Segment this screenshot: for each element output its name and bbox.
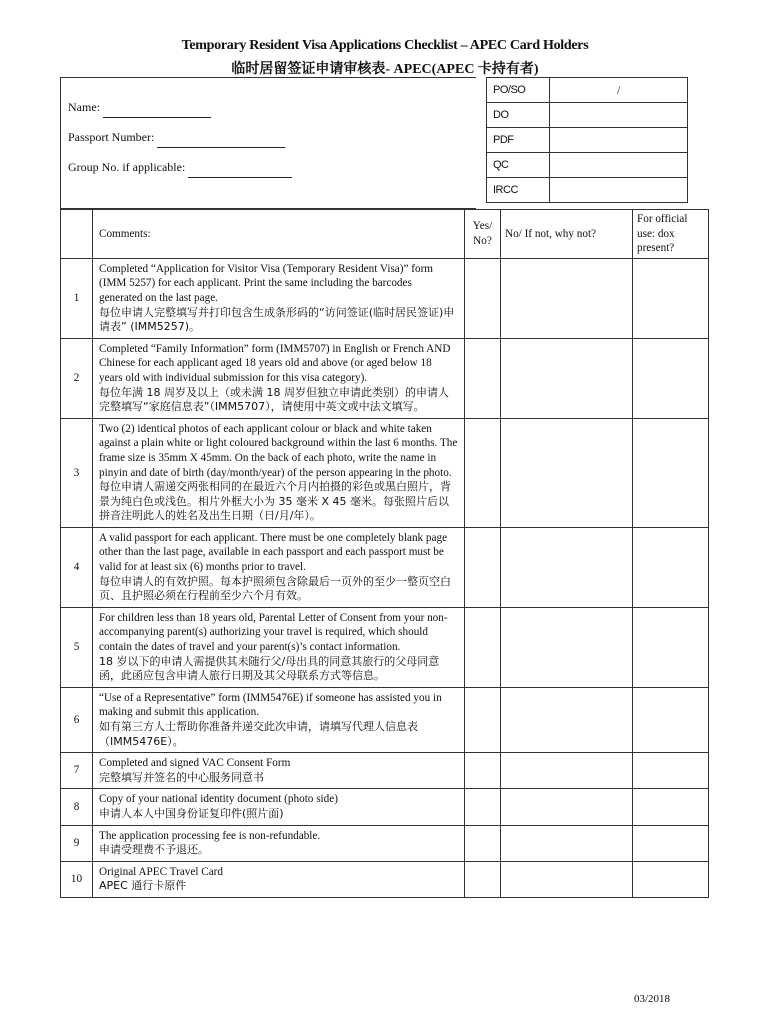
item-description-cn: 每位申请人的有效护照。每本护照须包含除最后一页外的至少一整页空白页、且护照必须在行程前至少六个月有效。 bbox=[99, 574, 451, 603]
passport-label: Passport Number: bbox=[68, 130, 155, 144]
official-use-cell[interactable] bbox=[633, 258, 709, 338]
table-row bbox=[61, 338, 709, 418]
office-row bbox=[487, 153, 688, 178]
name-label: Name: bbox=[68, 100, 100, 114]
item-description bbox=[93, 825, 465, 861]
why-not-cell[interactable] bbox=[501, 527, 633, 607]
table-row bbox=[61, 687, 709, 752]
checklist-table bbox=[60, 209, 709, 898]
why-not-cell[interactable] bbox=[501, 338, 633, 418]
item-description bbox=[93, 861, 465, 897]
item-description-cn: 如有第三方人士帮助你准备并递交此次申请，请填写代理人信息表（IMM5476E）。 bbox=[99, 720, 418, 748]
table-row bbox=[61, 861, 709, 897]
item-description-en: The application processing fee is non-refundable. bbox=[99, 829, 321, 842]
office-value[interactable] bbox=[550, 178, 688, 203]
item-description bbox=[93, 607, 465, 687]
table-row bbox=[61, 527, 709, 607]
item-description-en: Two (2) identical photos of each applicant colour or black and white taken against a plain white or light coloured background within the last 6 months. The frame size is 35mm X 45mm. On the back of each photo, write the name in pinyin and date of birth (day/month/year) of the person appearing in the photo. bbox=[99, 422, 458, 479]
item-description bbox=[93, 753, 465, 789]
table-header-row bbox=[61, 210, 709, 259]
why-not-cell[interactable] bbox=[501, 687, 633, 752]
yes-no-cell[interactable] bbox=[465, 861, 501, 897]
item-number: 5 bbox=[61, 607, 93, 687]
official-use-cell[interactable] bbox=[633, 418, 709, 527]
header-num-cell bbox=[61, 210, 93, 259]
item-description-en: Copy of your national identity document (photo side) bbox=[99, 793, 338, 806]
office-row bbox=[487, 128, 688, 153]
item-description-cn: 申请人本人中国身份证复印件(照片面) bbox=[99, 806, 284, 820]
table-row bbox=[61, 418, 709, 527]
name-line[interactable] bbox=[103, 102, 211, 118]
item-description-cn: 每位申请人需递交两张相同的在最近六个月内拍摄的彩色或黑白照片，背景为纯白色或浅色。相片外框大小为 35 毫米 X 45 毫米。每张照片后以拼音注明此人的姓名及出生日期（日/月/年）。 bbox=[99, 480, 451, 523]
item-description bbox=[93, 418, 465, 527]
why-not-cell[interactable] bbox=[501, 861, 633, 897]
office-row bbox=[487, 78, 688, 103]
document-title-cn: 临时居留签证申请审核表- APEC(APEC 卡持有者) bbox=[231, 62, 539, 77]
why-not-cell[interactable] bbox=[501, 825, 633, 861]
yes-no-cell[interactable] bbox=[465, 789, 501, 825]
item-description-cn: 18 岁以下的申请人需提供其未随行父/母出具的同意其旅行的父母同意函，此函应包含申请人旅行日期及其父母联系方式等信息。 bbox=[99, 654, 440, 683]
item-description bbox=[93, 527, 465, 607]
why-not-cell[interactable] bbox=[501, 789, 633, 825]
header-yes-no: Yes/ No? bbox=[465, 210, 501, 259]
item-number: 1 bbox=[61, 258, 93, 338]
office-label: PO/SO bbox=[487, 78, 550, 103]
official-use-cell[interactable] bbox=[633, 607, 709, 687]
yes-no-cell[interactable] bbox=[465, 753, 501, 789]
header-official: For official use: dox present? bbox=[633, 210, 709, 259]
header-comments: Comments: bbox=[93, 210, 465, 259]
item-number: 9 bbox=[61, 825, 93, 861]
item-description-cn: 申请受理费不予退还。 bbox=[99, 843, 209, 857]
yes-no-cell[interactable] bbox=[465, 687, 501, 752]
office-value[interactable]: / bbox=[550, 78, 688, 103]
official-use-cell[interactable] bbox=[633, 861, 709, 897]
item-number: 7 bbox=[61, 753, 93, 789]
item-number: 10 bbox=[61, 861, 93, 897]
item-number: 4 bbox=[61, 527, 93, 607]
header-if-not: No/ If not, why not? bbox=[501, 210, 633, 259]
item-description bbox=[93, 789, 465, 825]
why-not-cell[interactable] bbox=[501, 258, 633, 338]
name-field[interactable] bbox=[68, 100, 211, 118]
office-value[interactable] bbox=[550, 153, 688, 178]
item-description-cn: 每位申请人完整填写并打印包含生成条形码的“访问签证(临时居民签证)申请表” (IMM5257)。 bbox=[99, 305, 455, 334]
item-number: 6 bbox=[61, 687, 93, 752]
why-not-cell[interactable] bbox=[501, 607, 633, 687]
office-label: QC bbox=[487, 153, 550, 178]
office-row bbox=[487, 103, 688, 128]
group-label: Group No. if applicable: bbox=[68, 160, 186, 174]
office-value[interactable] bbox=[550, 103, 688, 128]
why-not-cell[interactable] bbox=[501, 418, 633, 527]
official-use-cell[interactable] bbox=[633, 789, 709, 825]
item-description-en: Original APEC Travel Card bbox=[99, 865, 223, 878]
office-value[interactable] bbox=[550, 128, 688, 153]
group-line[interactable] bbox=[188, 162, 292, 178]
table-row bbox=[61, 825, 709, 861]
applicant-info-box bbox=[60, 77, 476, 209]
item-description-en: Completed “Application for Visitor Visa (Temporary Resident Visa)” form (IMM 5257) for each applicant. Print the same including the barcodes generated on the last page. bbox=[99, 262, 433, 304]
table-row bbox=[61, 258, 709, 338]
item-description-cn: 完整填写并签名的中心服务同意书 bbox=[99, 770, 264, 784]
office-label: IRCC bbox=[487, 178, 550, 203]
item-number: 2 bbox=[61, 338, 93, 418]
table-row bbox=[61, 789, 709, 825]
yes-no-cell[interactable] bbox=[465, 418, 501, 527]
item-description-cn: 每位年满 18 周岁及以上（或未满 18 周岁但独立申请此类别）的申请人完整填写“家庭信息表”（IMM5707），请使用中英文或中法文填写。 bbox=[99, 385, 449, 414]
group-field[interactable] bbox=[68, 160, 292, 178]
official-use-cell[interactable] bbox=[633, 687, 709, 752]
office-label: DO bbox=[487, 103, 550, 128]
item-description bbox=[93, 258, 465, 338]
yes-no-cell[interactable] bbox=[465, 258, 501, 338]
item-description-en: “Use of a Representative” form (IMM5476E) if someone has assisted you in making and submit this application. bbox=[99, 691, 442, 719]
document-title-en: Temporary Resident Visa Applications Checklist – APEC Card Holders bbox=[181, 38, 589, 53]
yes-no-cell[interactable] bbox=[465, 607, 501, 687]
item-description-en: Completed and signed VAC Consent Form bbox=[99, 757, 291, 770]
passport-line[interactable] bbox=[157, 132, 285, 148]
item-description-cn: APEC 通行卡原件 bbox=[99, 879, 187, 893]
official-use-cell[interactable] bbox=[633, 338, 709, 418]
table-row bbox=[61, 753, 709, 789]
yes-no-cell[interactable] bbox=[465, 338, 501, 418]
item-description bbox=[93, 687, 465, 752]
official-use-cell[interactable] bbox=[633, 753, 709, 789]
item-description-en: For children less than 18 years old, Parental Letter of Consent from your non-accompanying parent(s) authorizing your travel is required, which should contain the dates of travel and your parent(s)’s contact information. bbox=[99, 611, 448, 654]
official-use-cell[interactable] bbox=[633, 825, 709, 861]
passport-field[interactable] bbox=[68, 130, 285, 148]
revision-date: 03/2018 bbox=[633, 993, 670, 1005]
office-use-table bbox=[486, 77, 688, 203]
item-description bbox=[93, 338, 465, 418]
yes-no-cell[interactable] bbox=[465, 825, 501, 861]
item-description-en: Completed “Family Information” form (IMM5707) in English or French AND Chinese for each applicant aged 18 years old and above (or aged below 18 years old with individual submission for this visa category). bbox=[99, 342, 451, 384]
table-row bbox=[61, 607, 709, 687]
office-row bbox=[487, 178, 688, 203]
item-description-en: A valid passport for each applicant. There must be one completely blank page other than the last page, available in each passport and each passport must be valid for at least six (6) months prior to travel. bbox=[99, 531, 448, 574]
item-number: 3 bbox=[61, 418, 93, 527]
item-number: 8 bbox=[61, 789, 93, 825]
office-label: PDF bbox=[487, 128, 550, 153]
official-use-cell[interactable] bbox=[633, 527, 709, 607]
yes-no-cell[interactable] bbox=[465, 527, 501, 607]
why-not-cell[interactable] bbox=[501, 753, 633, 789]
